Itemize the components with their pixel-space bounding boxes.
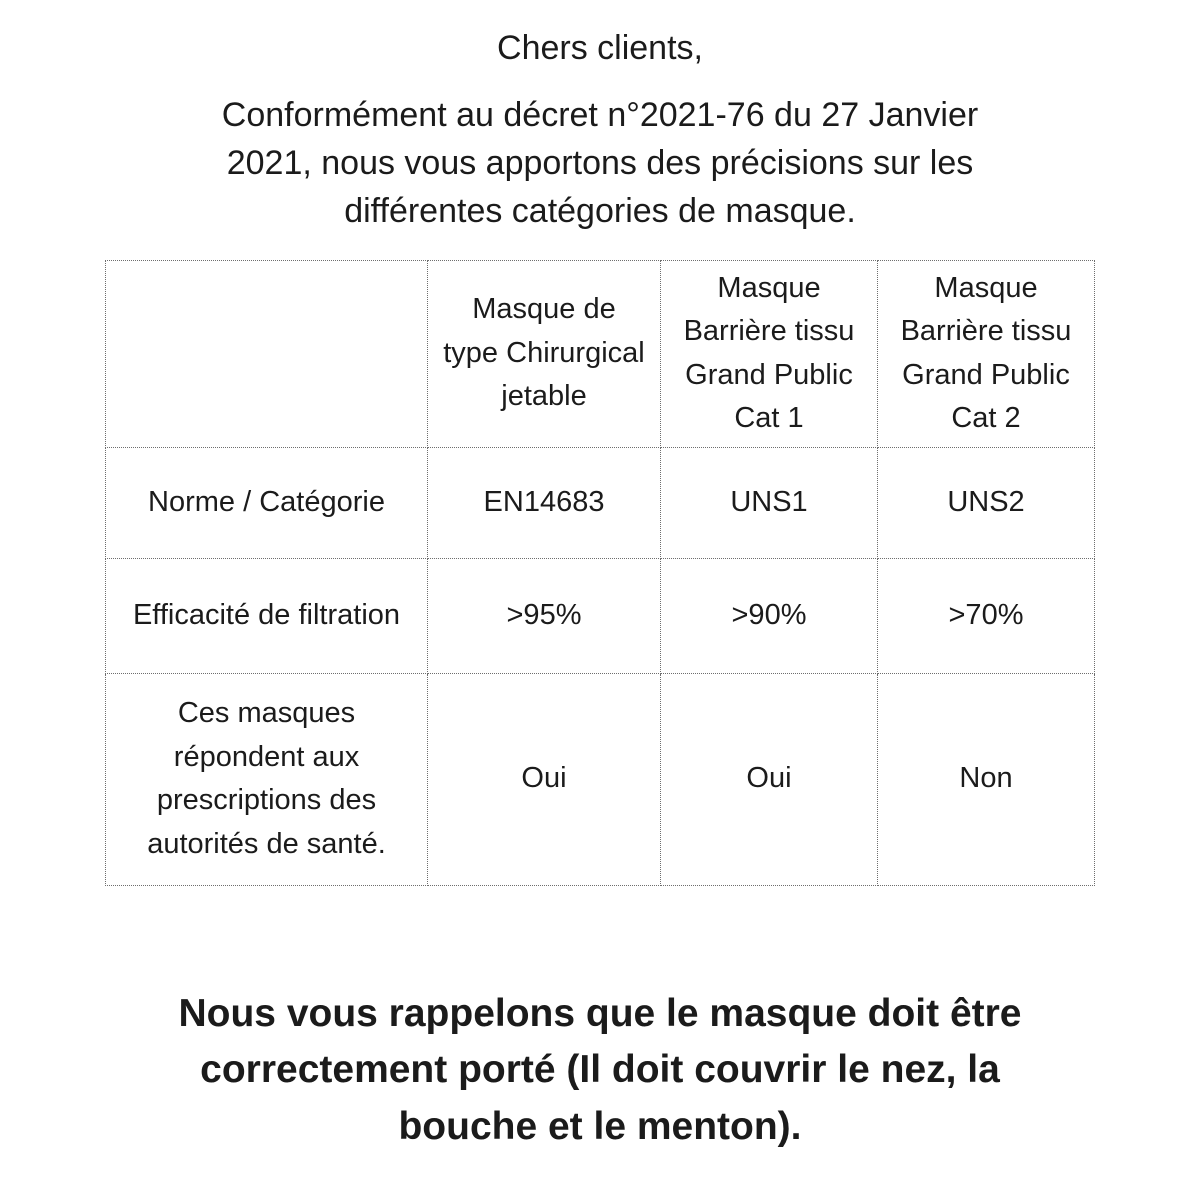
- table-header-cell-cat1: Masque Barrière tissu Grand Public Cat 1: [661, 260, 878, 447]
- row-label-cell-prescriptions: Ces masques répondent aux prescriptions des autorités de santé.: [106, 673, 428, 885]
- table-row-filtration: [106, 558, 1095, 673]
- table-cell-filtration-cat1: >90%: [661, 558, 878, 673]
- row-label-cell-filtration: Efficacité de filtration: [106, 558, 428, 673]
- table-header-cell-cat2: Masque Barrière tissu Grand Public Cat 2: [878, 260, 1095, 447]
- table-header-empty-cell: [106, 260, 428, 447]
- table-cell-prescriptions-cat1: Oui: [661, 673, 878, 885]
- greeting-text: Chers clients,: [497, 29, 703, 67]
- table-header-cell-chirurgical: Masque de type Chirurgical jetable: [428, 260, 661, 447]
- table-cell-filtration-chirurgical: >95%: [428, 558, 661, 673]
- row-label-cell-norme: Norme / Catégorie: [106, 447, 428, 558]
- mask-comparison-table: [105, 260, 1095, 886]
- table-cell-norme-chirurgical: EN14683: [428, 447, 661, 558]
- table-cell-norme-cat1: UNS1: [661, 447, 878, 558]
- table-cell-filtration-cat2: >70%: [878, 558, 1095, 673]
- footer-reminder: Nous vous rappelons que le masque doit être correctement porté (Il doit couvrir le nez, la bouche et le menton).: [178, 991, 1022, 1148]
- table-cell-norme-cat2: UNS2: [878, 447, 1095, 558]
- table-header-row: [106, 260, 1095, 447]
- intro-paragraph: Conformément au décret n°2021-76 du 27 Janvier 2021, nous vous apportons des précisions sur les différentes catégories de masque.: [221, 95, 979, 231]
- table-row-norme: [106, 447, 1095, 558]
- table-cell-prescriptions-cat2: Non: [878, 673, 1095, 885]
- table-cell-prescriptions-chirurgical: Oui: [428, 673, 661, 885]
- table-row-prescriptions: [106, 673, 1095, 885]
